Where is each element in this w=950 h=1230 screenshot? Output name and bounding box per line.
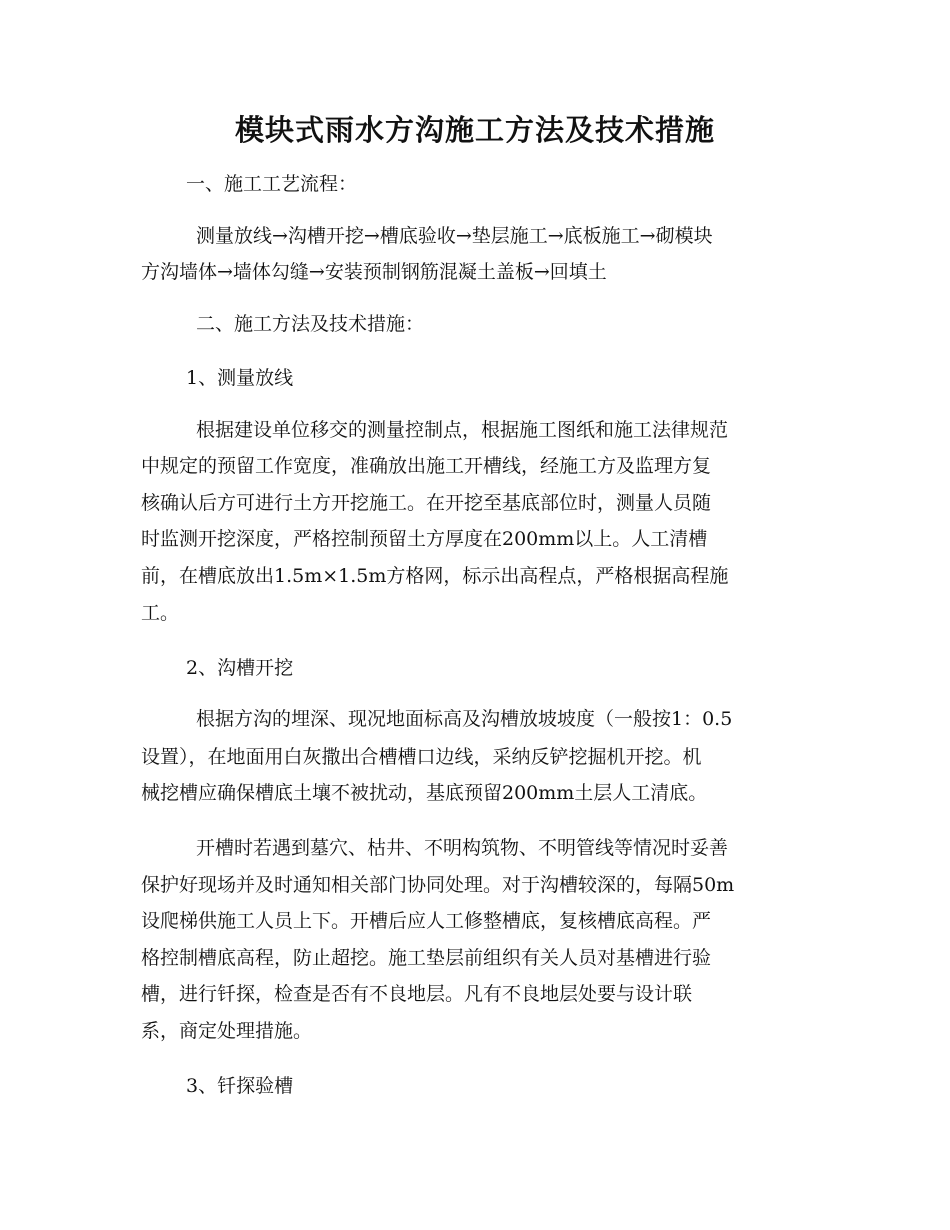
- process-flow-line: 测量放线→沟槽开挖→槽底验收→垫层施工→底板施工→砌模块: [196, 225, 713, 247]
- paragraph-line: 根据方沟的埋深、现况地面标高及沟槽放坡坡度（一般按1：0.5: [196, 708, 733, 730]
- paragraph-line: 开槽时若遇到墓穴、枯井、不明构筑物、不明管线等情况时妥善: [196, 837, 729, 859]
- process-flow-line: 方沟墙体→墙体勾缝→安装预制钢筋混凝土盖板→回填土: [141, 261, 607, 283]
- paragraph-line: 前，在槽底放出1.5m×1.5m方格网，标示出高程点，严格根据高程施: [141, 565, 729, 587]
- paragraph-line: 槽，进行钎探，检查是否有不良地层。凡有不良地层处要与设计联: [141, 983, 693, 1005]
- section-heading-methods: 二、施工方法及技术措施：: [196, 313, 425, 335]
- document-title: 模块式雨水方沟施工方法及技术措施: [234, 113, 715, 147]
- paragraph-line: 时监测开挖深度，严格控制预留土方厚度在200mm以上。人工清槽: [141, 528, 708, 550]
- paragraph-line: 工。: [141, 602, 180, 624]
- paragraph-line: 根据建设单位移交的测量控制点，根据施工图纸和施工法律规范: [196, 419, 729, 441]
- paragraph-line: 设置），在地面用白灰撒出合槽槽口边线，采纳反铲挖掘机开挖。机: [141, 746, 702, 768]
- paragraph-line: 保护好现场并及时通知相关部门协同处理。对于沟槽较深的，每隔50m: [141, 874, 735, 896]
- subsection-heading-probe-inspection: 3、钎探验槽: [186, 1075, 294, 1097]
- paragraph-line: 中规定的预留工作宽度，准确放出施工开槽线，经施工方及监理方复: [141, 455, 712, 477]
- paragraph-line: 械挖槽应确保槽底土壤不被扰动，基底预留200mm土层人工清底。: [141, 782, 708, 804]
- paragraph-line: 设爬梯供施工人员上下。开槽后应人工修整槽底，复核槽底高程。严: [141, 910, 712, 932]
- paragraph-line: 格控制槽底高程，防止超挖。施工垫层前组织有关人员对基槽进行验: [141, 947, 712, 969]
- subsection-heading-survey: 1、测量放线: [186, 367, 294, 389]
- paragraph-line: 核确认后方可进行土方开挖施工。在开挖至基底部位时，测量人员随: [141, 492, 712, 514]
- subsection-heading-trench-excavation: 2、沟槽开挖: [186, 657, 294, 679]
- section-heading-process-flow: 一、施工工艺流程：: [186, 173, 358, 195]
- paragraph-line: 系，商定处理措施。: [141, 1020, 313, 1042]
